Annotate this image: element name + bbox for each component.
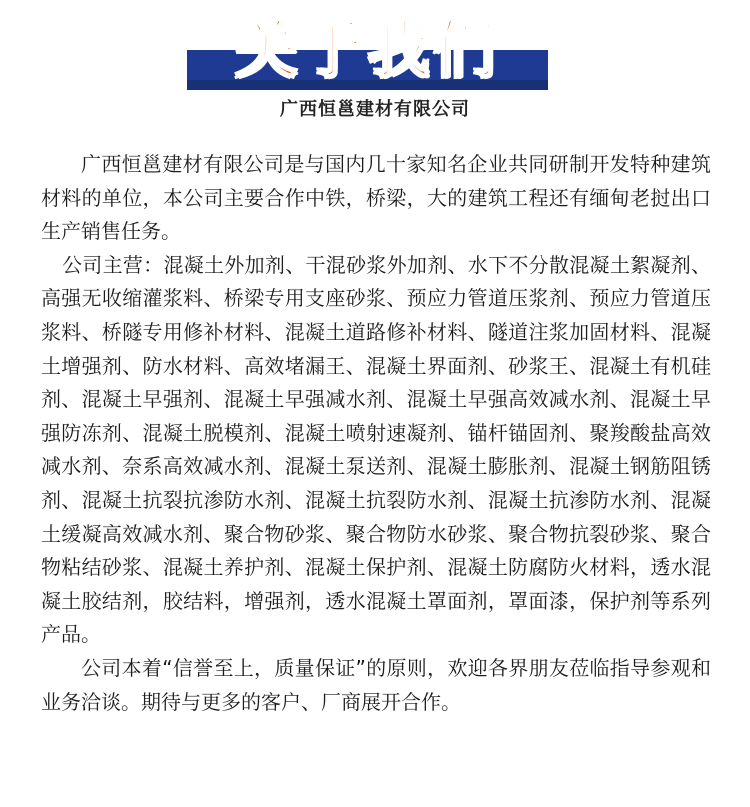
intro-paragraph: 广西恒邕建材有限公司是与国内几十家知名企业共同研制开发特种建筑材料的单位，本公司主要合作中铁，桥梁，大的建筑工程还有缅甸老挝出口生产销售任务。 [41,152,711,244]
about-us-banner [187,10,548,88]
about-content [41,148,711,719]
banner-title: 关于我们 [235,13,500,86]
products-paragraph: 公司主营：混凝土外加剂、干混砂浆外加剂、水下不分散混凝土絮凝剂、高强无收缩灌浆料、桥梁专用支座砂浆、预应力管道压浆剂、预应力管道压浆料、桥隧专用修补材料、混凝土道路修补材料、隧道注浆加固材料、混凝土增强剂、防水材料、高效堵漏王、混凝土界面剂、砂浆王、混凝土有机硅剂、混凝土早强剂、混凝土早强减水剂、混凝土早强高效减水剂、混凝土早强防冻剂、混凝土脱模剂、混凝土喷射速凝剂、锚杆锚固剂、聚羧酸盐高效减水剂、奈系高效减水剂、混凝土泵送剂、混凝土膨胀剂、混凝土钢筋阻锈剂、混凝土抗裂抗渗防水剂、混凝土抗裂防水剂、混凝土抗渗防水剂、混凝土缓凝高效减水剂、聚合物砂浆、聚合物防水砂浆、聚合物抗裂砂浆、聚合物粘结砂浆、混凝土养护剂、混凝土保护剂、混凝土防腐防火材料，透水混凝土胶结剂，胶结料，增强剂，透水混凝土罩面剂，罩面漆，保护剂等系列产品。 [41,252,711,647]
closing-paragraph: 公司本着“信誉至上，质量保证”的原则，欢迎各界朋友莅临指导参观和业务洽谈。期待与更多的客户、厂商展开合作。 [41,655,711,714]
company-name: 广西恒邕建材有限公司 [280,99,470,120]
